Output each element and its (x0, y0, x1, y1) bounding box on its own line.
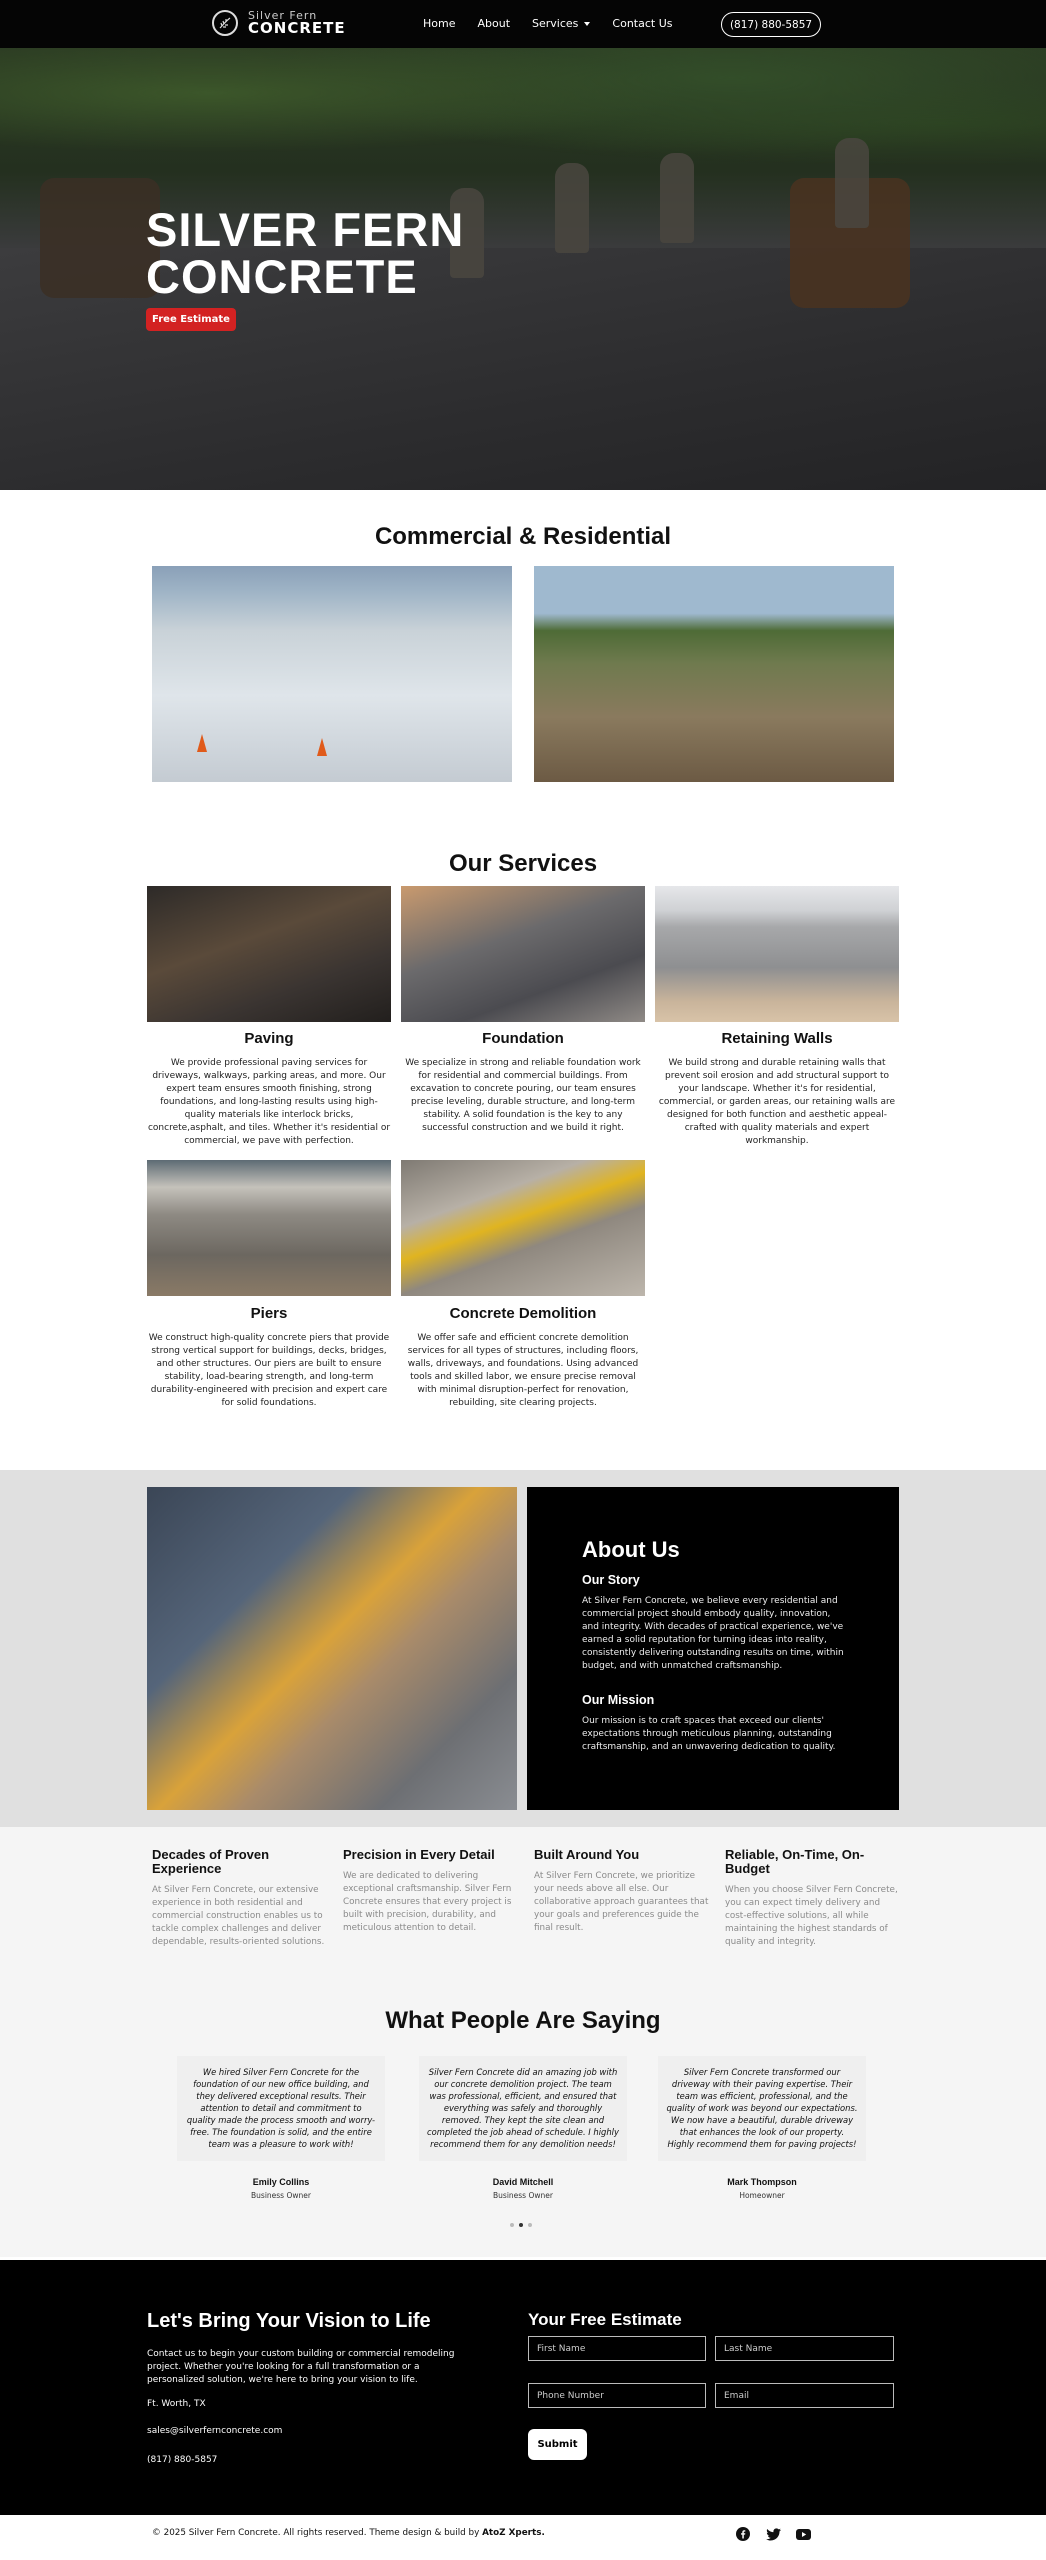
mission-text: Our mission is to craft spaces that exceed our clients' expectations through meticulous planning, outstanding craftsmanship, and an unwavering dedication to quality. (582, 1716, 836, 1752)
service-photo-piers (147, 1160, 391, 1296)
carousel-dot-active[interactable] (519, 2223, 523, 2227)
nav-phone-button[interactable]: (817) 880-5857 (721, 12, 821, 37)
feature-desc: We are dedicated to delivering exceptional craftsmanship. Silver Fern Concrete ensures that every project is built with precision, durability, and meticulous attention to detail. (343, 1871, 512, 1933)
first-name-input[interactable]: First Name (528, 2336, 706, 2361)
estimate-form-title: Your Free Estimate (528, 2310, 682, 2329)
testimonial-name: Emily Collins (252, 2177, 310, 2187)
footer-email[interactable]: sales@silverfernconcrete.com (147, 2426, 283, 2436)
service-name: Concrete Demolition (449, 1305, 597, 1322)
phone-number-input[interactable]: Phone Number (528, 2383, 706, 2408)
footer-phone[interactable]: (817) 880-5857 (147, 2455, 218, 2465)
about-title: About Us (582, 1537, 680, 1562)
facebook-icon[interactable] (735, 2526, 751, 2542)
testimonial-card (419, 2056, 627, 2161)
about-photo (147, 1487, 517, 1810)
feature-title: Precision in Every Detail (343, 1847, 495, 1862)
footer-title: Let's Bring Your Vision to Life (147, 2310, 431, 2332)
mission-title: Our Mission (582, 1693, 655, 1707)
testimonial-quote: Silver Fern Concrete did an amazing job with our concrete demolition project. The team was professional, efficient, and ensured that everything was safely and thoroughly removed. They kept the site clean and completed the job ahead of schedule. I highly recommend them for any demolition needs! (427, 2067, 619, 2149)
nav-links (423, 17, 672, 30)
logo[interactable] (212, 10, 346, 36)
copyright (152, 2528, 545, 2538)
service-name: Retaining Walls (721, 1030, 833, 1047)
hero-roller-left (40, 178, 160, 298)
testimonial-role: Business Owner (493, 2191, 553, 2200)
testimonial-name: Mark Thompson (727, 2177, 797, 2187)
credit-link[interactable]: AtoZ Xperts. (482, 2528, 545, 2538)
traffic-cone (197, 734, 207, 752)
testimonial-quote: Silver Fern Concrete transformed our driveway with their paving expertise. Their team was efficient, professional, and the quality of work was beyond our expectations. We now have a beautiful, durable driveway that enhances the look of our property. Highly recommend them for paving projects! (666, 2067, 858, 2149)
feature-title: Built Around You (534, 1847, 640, 1862)
nav-about[interactable]: About (477, 17, 511, 30)
footer-location: Ft. Worth, TX (147, 2399, 206, 2409)
footer-intro: Contact us to begin your custom building or commercial remodeling project. Whether you're looking for a full transformation or a personalized solution, we're here to bring your vision to life. (147, 2349, 455, 2385)
testimonial-quote: We hired Silver Fern Concrete for the foundation of our new office building, and they delivered exceptional results. Their attention to detail and commitment to quality made the process smooth and worry-free. The foundation is solid, and the entire team was a pleasure to work with! (186, 2067, 376, 2149)
service-desc: We construct high-quality concrete piers that provide strong vertical support for buildings, decks, bridges, and other structures. Our piers are built to ensure stability, load-bearing strength, and long-term durability-engineered with precision and expert care for solid foundations. (148, 1333, 390, 1408)
service-name: Foundation (482, 1030, 564, 1047)
chevron-down-icon (584, 22, 590, 26)
top-nav (0, 0, 1046, 48)
commercial-photo (152, 566, 512, 782)
submit-button[interactable]: Submit (528, 2429, 587, 2460)
testimonial-name: David Mitchell (492, 2177, 554, 2187)
feature-desc: At Silver Fern Concrete, our extensive experience in both residential and commercial construction enables us to tackle complex challenges and deliver dependable, results-oriented solutions. (152, 1885, 325, 1947)
story-text: At Silver Fern Concrete, we believe every residential and commercial project should embody quality, innovation, and integrity. With decades of practical experience, we've earned a solid reputation for turning ideas into reality, consistently delivering outstanding results on time, within budget, and with unmatched craftsmanship. (582, 1596, 844, 1671)
hero-worker (835, 138, 869, 228)
copyright-text: © 2025 Silver Fern Concrete. All rights reserved. Theme design & build by (152, 2528, 480, 2538)
service-photo-paving (147, 886, 391, 1022)
hero-title-line-2: CONCRETE (146, 250, 418, 303)
service-desc: We build strong and durable retaining walls that prevent soil erosion and add structural support to your landscape. Whether it's for residential, commercial, or garden areas, our retaining walls are designed for both function and aesthetic appeal-crafted with quality materials and expert workmanship. (658, 1058, 896, 1146)
testimonial-card (658, 2056, 866, 2161)
hero-bg-trees (0, 48, 1046, 198)
hero-worker (660, 153, 694, 243)
twitter-icon[interactable] (765, 2526, 781, 2542)
free-estimate-button[interactable]: Free Estimate (146, 308, 236, 331)
hero-worker (555, 163, 589, 253)
fern-leaf-icon (212, 10, 238, 36)
hero (0, 48, 1046, 490)
feature-desc: At Silver Fern Concrete, we prioritize your needs above all else. Our collaborative approach guarantees that your goals and preferences guide the final result. (534, 1871, 709, 1933)
service-name: Paving (244, 1030, 294, 1047)
residential-photo (534, 566, 894, 782)
traffic-cone (317, 738, 327, 756)
nav-services[interactable] (532, 17, 590, 30)
service-photo-retaining-walls (655, 886, 899, 1022)
testimonials-title: What People Are Saying (385, 2007, 661, 2034)
bottom-bar (0, 2515, 1046, 2560)
carousel-dot[interactable] (510, 2223, 514, 2227)
testimonial-role: Homeowner (739, 2191, 785, 2200)
youtube-icon[interactable] (795, 2526, 811, 2542)
service-desc: We offer safe and efficient concrete demolition services for all types of structures, including floors, walls, driveways, and foundations. Using advanced tools and skilled labor, we ensure precise removal with minimal disruption-perfect for renovation, rebuilding, site clearing projects. (407, 1333, 639, 1408)
commercial-title: Commercial & Residential (374, 523, 672, 550)
testimonial-role: Business Owner (251, 2191, 311, 2200)
carousel-dots (510, 2223, 532, 2227)
services-title: Our Services (448, 850, 598, 877)
service-desc: We provide professional paving services for driveways, walkways, parking areas, and more. Our expert team ensures smooth finishing, strong foundations, and long-lasting results using high-quality materials like interlock bricks, concrete,asphalt, and tiles. Whether it's residential or commercial, we pave with perfection. (147, 1058, 391, 1146)
nav-services-label: Services (532, 17, 579, 30)
feature-desc: When you choose Silver Fern Concrete, you can expect timely delivery and cost-effective solutions, all while maintaining the highest standards of quality and integrity. (725, 1885, 898, 1947)
hero-title (146, 203, 465, 303)
nav-contact[interactable]: Contact Us (612, 17, 673, 30)
email-input[interactable]: Email (715, 2383, 894, 2408)
about-box (527, 1487, 899, 1810)
service-photo-foundation (401, 886, 645, 1022)
testimonial-card (177, 2056, 385, 2161)
feature-title: Decades of Proven Experience (152, 1847, 270, 1876)
nav-home[interactable]: Home (423, 17, 456, 30)
carousel-dot[interactable] (528, 2223, 532, 2227)
feature-title: Reliable, On-Time, On-Budget (725, 1847, 865, 1876)
service-desc: We specialize in strong and reliable foundation work for residential and commercial buildings. From excavation to concrete pouring, our team ensures precise leveling, durable structure, and long-term stability. A solid foundation is the key to any successful construction and we build it right. (405, 1058, 641, 1133)
hero-title-line-1: SILVER FERN (146, 203, 465, 256)
story-title: Our Story (582, 1573, 640, 1587)
footer (0, 2260, 1046, 2515)
logo-line-2: CONCRETE (248, 19, 346, 37)
logo-line-1: Silver Fern (248, 9, 318, 22)
last-name-input[interactable]: Last Name (715, 2336, 894, 2361)
service-name: Piers (250, 1305, 288, 1322)
service-photo-concrete-demolition (401, 1160, 645, 1296)
